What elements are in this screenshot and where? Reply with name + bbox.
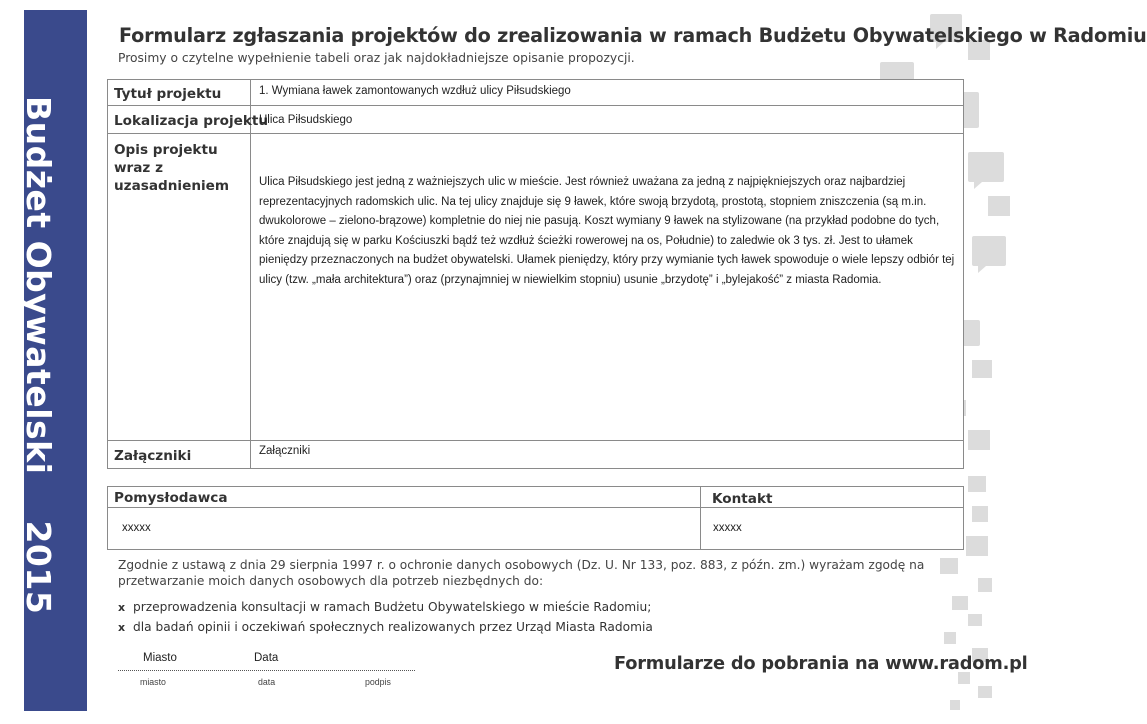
bubble-icon bbox=[968, 152, 1004, 182]
square-decoration bbox=[968, 476, 986, 492]
square-decoration bbox=[966, 536, 988, 556]
city-field[interactable]: Miasto bbox=[143, 652, 177, 664]
title-label: Tytuł projektu bbox=[114, 86, 222, 102]
project-form-table bbox=[107, 79, 964, 469]
square-decoration bbox=[944, 632, 956, 644]
square-decoration bbox=[968, 614, 982, 626]
footer-download-note: Formularze do pobrania na www.radom.pl bbox=[614, 653, 1028, 674]
author-contact-table bbox=[107, 486, 964, 550]
square-decoration bbox=[978, 578, 992, 592]
title-field[interactable]: 1. Wymiana ławek zamontowanych wzdłuż ulicy Piłsudskiego bbox=[259, 85, 571, 97]
row-divider bbox=[108, 440, 963, 441]
contact-label: Kontakt bbox=[712, 491, 773, 507]
consent-item-label: dla badań opinii i oczekiwań społecznych realizowanych przez Urząd Miasta Radomia bbox=[133, 620, 653, 634]
page-title: Formularz zgłaszania projektów do zrealizowania w ramach Budżetu Obywatelskiego w Radomiu bbox=[119, 24, 1147, 47]
contact-field[interactable]: xxxxx bbox=[713, 522, 742, 534]
square-decoration bbox=[972, 360, 992, 378]
square-decoration bbox=[952, 596, 968, 610]
consent-item bbox=[118, 600, 651, 614]
signature-caption: podpis bbox=[365, 677, 391, 687]
city-caption: miasto bbox=[140, 677, 166, 687]
square-decoration bbox=[968, 430, 990, 450]
checkbox-checked[interactable]: x bbox=[118, 601, 126, 614]
checkbox-checked[interactable]: x bbox=[118, 621, 126, 634]
square-decoration bbox=[988, 196, 1010, 216]
page-subtitle: Prosimy o czytelne wypełnienie tabeli oraz jak najdokładniejsze opisanie propozycji. bbox=[118, 51, 635, 65]
row-divider bbox=[108, 133, 963, 134]
square-decoration bbox=[978, 686, 992, 698]
sidebar-brand: Budżet Obywatelski bbox=[19, 96, 58, 475]
bubble-icon bbox=[972, 236, 1006, 266]
description-field[interactable]: Ulica Piłsudskiego jest jedną z ważniejszych ulic w mieście. Jest również uważana za jedną z najpiękniejszych oraz najbardziej reprezentacyjnych radomskich ulic. Na tej ulicy znajduje się 9 ławek, które swoją brzydotą, prostotą, stopniem zniszczenia (są m.in. dwukolorowe – zielono-brązowe) kompletnie do niej nie pasują. Koszt wymiany 9 ławek na stylizowane (na przykład podobne do tych, które znajdują się w parku Kościuszki bądź też wzdłuż ścieżki rowerowej na os, Południe) to zaledwie ok 3 tys. zł. Jest to ułamek pieniędzy przeznaczonych na budżet obywatelski. Ułamek pieniędzy, który przy wymianie tych ławek spowoduje o wiele lepszy odbiór tej ulicy (tzw. „mała architektura”) oraz (przynajmniej w niewielkim stopniu) usunie „brzydotę” i „bylejakość” z miasta Radomia. bbox=[259, 176, 955, 286]
date-caption: data bbox=[258, 677, 276, 687]
row-divider bbox=[108, 507, 963, 508]
column-divider bbox=[700, 487, 701, 549]
attachments-label: Załączniki bbox=[114, 448, 192, 464]
description-label: Opis projektu wraz z uzasadnieniem bbox=[114, 142, 230, 194]
consent-text: Zgodnie z ustawą z dnia 29 sierpnia 1997 r. o ochronie danych osobowych (Dz. U. Nr 133, poz. 883, z późn. zm.) wyrażam zgodę na przetwarzanie moich danych osobowych dla potrzeb niezbędnych do: bbox=[118, 558, 925, 588]
consent-item-label: przeprowadzenia konsultacji w ramach Budżetu Obywatelskiego w mieście Radomiu; bbox=[133, 600, 652, 614]
author-field[interactable]: xxxxx bbox=[122, 522, 151, 534]
sidebar-year: 2015 bbox=[19, 520, 58, 615]
sidebar-brand-text bbox=[19, 96, 58, 615]
signature-line bbox=[118, 670, 415, 671]
attachments-field[interactable]: Załączniki bbox=[259, 445, 311, 457]
consent-item bbox=[118, 620, 653, 634]
column-divider bbox=[250, 80, 251, 468]
date-field[interactable]: Data bbox=[254, 652, 279, 664]
location-field[interactable]: Ulica Piłsudskiego bbox=[259, 114, 353, 126]
row-divider bbox=[108, 105, 963, 106]
author-label: Pomysłodawca bbox=[114, 490, 228, 506]
location-label: Lokalizacja projektu bbox=[114, 113, 269, 129]
square-decoration bbox=[950, 700, 960, 710]
square-decoration bbox=[972, 506, 988, 522]
